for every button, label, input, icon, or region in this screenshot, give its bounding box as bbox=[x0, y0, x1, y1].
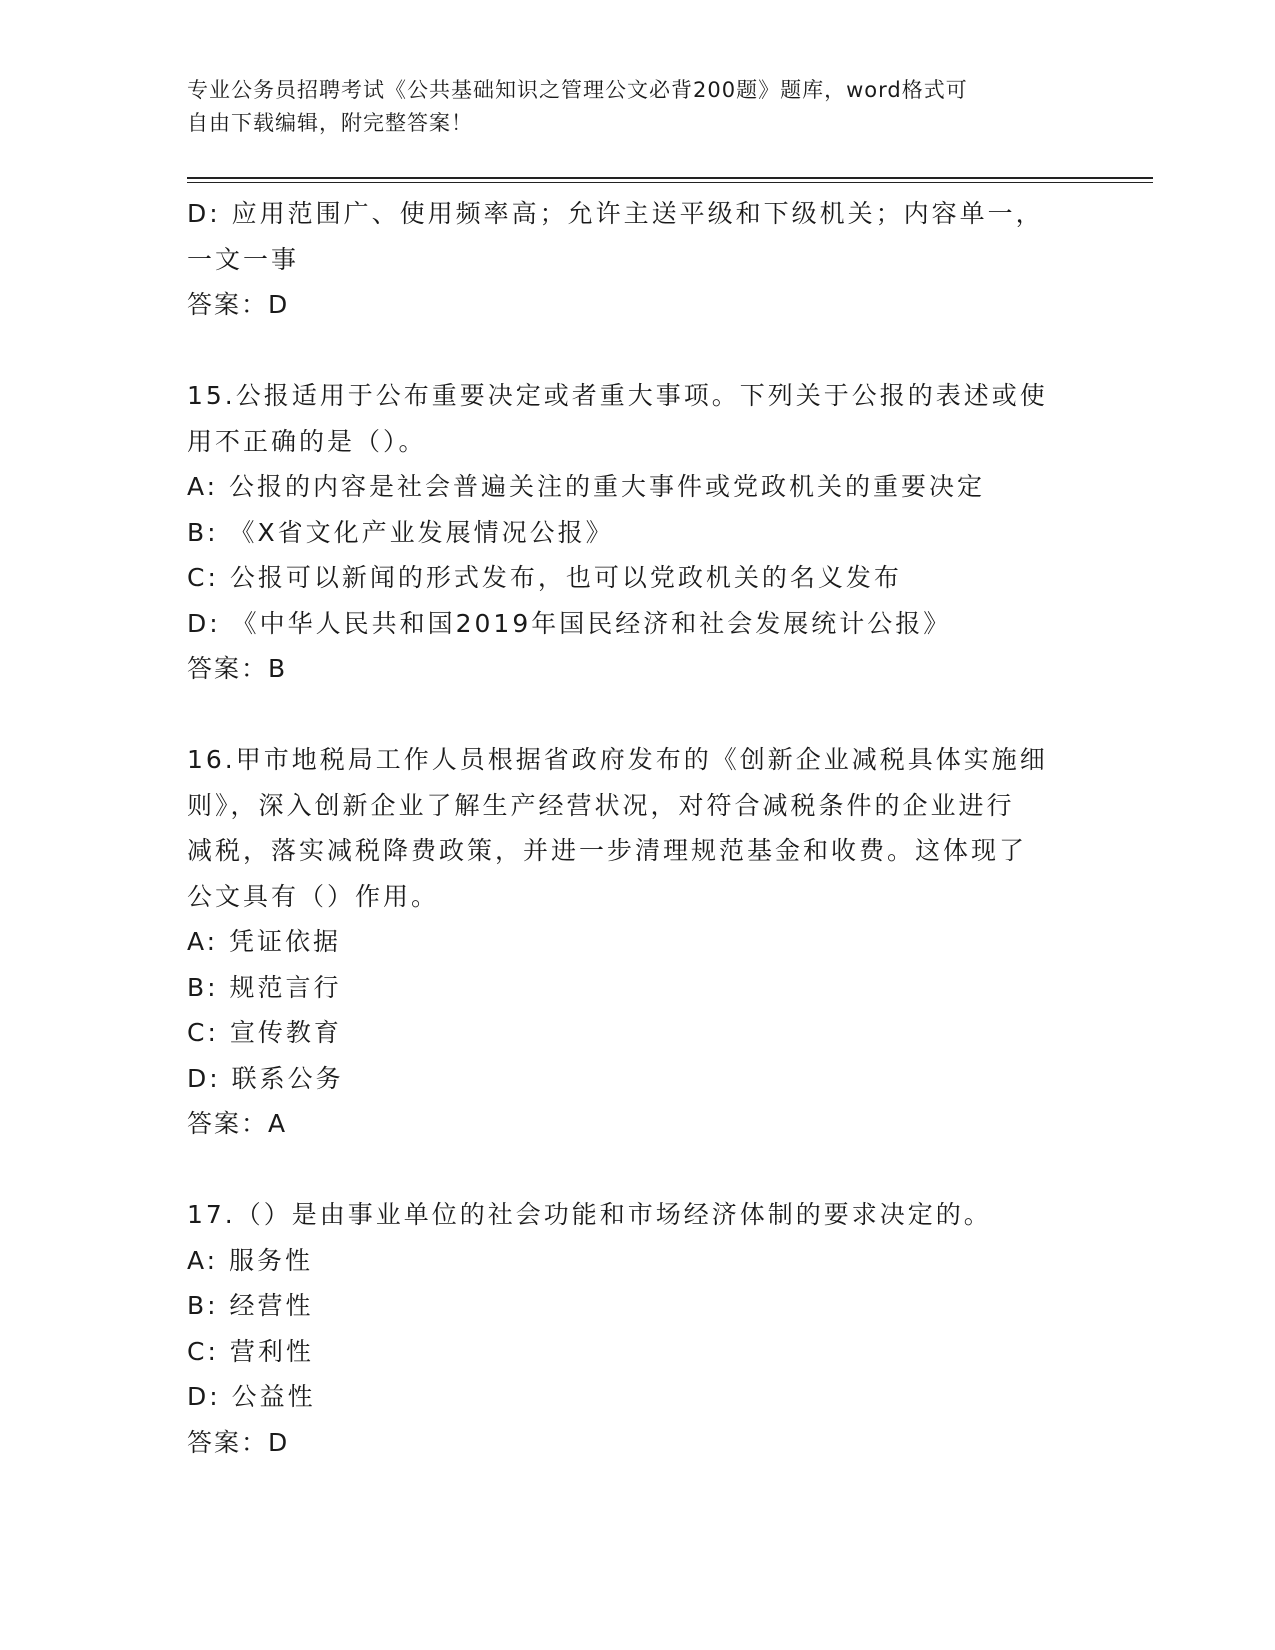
q15-answer: 答案：B bbox=[187, 654, 288, 683]
q16-option-d: D: 联系公务 bbox=[187, 1063, 344, 1093]
q17-option-d: D: 公益性 bbox=[187, 1382, 316, 1411]
q14-option-d-line-1: D: 应用范围广、使用频率高；允许主送平级和下级机关；内容单一， bbox=[187, 199, 1044, 228]
q16-option-c: C: 宣传教育 bbox=[187, 1018, 342, 1047]
header-line-1: 专业公务员招聘考试《公共基础知识之管理公文必背200题》题库，word格式可 bbox=[187, 78, 968, 102]
q16-option-b: B: 规范言行 bbox=[187, 972, 342, 1002]
q17-option-a: A: 服务性 bbox=[187, 1245, 314, 1275]
spacer bbox=[187, 328, 1087, 374]
q15-stem-line-2: 用不正确的是（）。 bbox=[187, 426, 427, 456]
spacer bbox=[187, 1147, 1087, 1193]
q17-answer: 答案：D bbox=[187, 1427, 290, 1457]
q16-stem-line-2: 则》，深入创新企业了解生产经营状况，对符合减税条件的企业进行 bbox=[187, 790, 1015, 820]
q16-stem-line-1: 16.甲市地税局工作人员根据省政府发布的《创新企业减税具体实施细 bbox=[187, 745, 1048, 774]
q15-option-b: B: 《X省文化产业发展情况公报》 bbox=[187, 517, 614, 547]
q15-option-a: A: 公报的内容是社会普遍关注的重大事件或党政机关的重要决定 bbox=[187, 472, 986, 501]
header-rule-thin bbox=[187, 182, 1153, 183]
question-14-tail bbox=[187, 191, 1087, 328]
spacer bbox=[187, 692, 1087, 738]
q16-stem-line-4: 公文具有（）作用。 bbox=[187, 881, 440, 911]
q17-stem-line-1: 17.（）是由事业单位的社会功能和市场经济体制的要求决定的。 bbox=[187, 1200, 992, 1229]
header-line-2: 自由下载编辑，附完整答案！ bbox=[187, 111, 473, 135]
q17-option-b: B: 经营性 bbox=[187, 1291, 314, 1320]
question-15 bbox=[187, 373, 1087, 692]
q15-stem-line-1: 15.公报适用于公布重要决定或者重大事项。下列关于公报的表述或使 bbox=[187, 381, 1048, 410]
header-rule-thick bbox=[187, 177, 1153, 179]
document-header bbox=[187, 74, 1067, 140]
q16-option-a: A: 凭证依据 bbox=[187, 927, 342, 956]
q16-stem-line-3: 减税，落实减税降费政策，并进一步清理规范基金和收费。这体现了 bbox=[187, 836, 1028, 865]
q14-answer: 答案：D bbox=[187, 290, 290, 319]
q15-option-d: D: 《中华人民共和国2019年国民经济和社会发展统计公报》 bbox=[187, 608, 952, 638]
q17-option-c: C: 营利性 bbox=[187, 1336, 314, 1366]
q14-option-d-line-2: 一文一事 bbox=[187, 244, 300, 274]
question-list bbox=[187, 191, 1087, 1465]
question-17 bbox=[187, 1192, 1087, 1465]
q15-option-c: C: 公报可以新闻的形式发布，也可以党政机关的名义发布 bbox=[187, 563, 902, 592]
question-16 bbox=[187, 737, 1087, 1147]
q16-answer: 答案：A bbox=[187, 1109, 288, 1138]
